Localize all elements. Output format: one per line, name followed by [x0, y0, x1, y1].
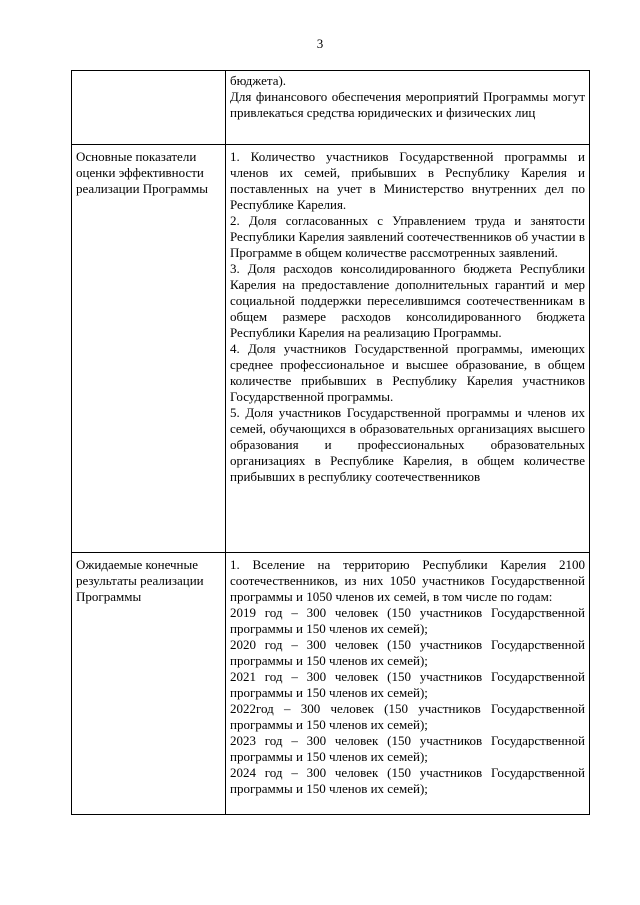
paragraph: 5. Доля участников Государственной программы и членов их семей, обучающихся в образовательных организациях высшего образования и профессиональных образовательных организациях в Республике Карелия, в общем количестве прибывших в республику соотечественников	[230, 405, 585, 484]
paragraph: 2. Доля согласованных с Управлением труда и занятости Республики Карелия заявлений соотечественников об участии в Программе в общем количестве рассмотренных заявлений.	[230, 213, 585, 260]
row-label: Основные показатели оценки эффективности реализации Программы	[72, 145, 226, 553]
paragraph: 4. Доля участников Государственной программы, имеющих среднее профессиональное и высшее образование, в общем количестве прибывших в Республику Карелия участников Государственной программы.	[230, 341, 585, 404]
row-content	[226, 145, 590, 553]
row-content	[226, 71, 590, 145]
page-number: 3	[316, 36, 324, 51]
table-row	[72, 145, 590, 553]
paragraph: Для финансового обеспечения мероприятий Программы могут привлекаться средства юридических и физических лиц	[230, 89, 585, 120]
row-label: Ожидаемые конечные результаты реализации Программы	[72, 553, 226, 815]
table-row	[72, 71, 590, 145]
paragraph: 2021 год – 300 человек (150 участников Государственной программы и 150 членов их семей);	[230, 669, 585, 700]
paragraph: 2022год – 300 человек (150 участников Государственной программы и 150 членов их семей);	[230, 701, 585, 732]
table-row	[72, 553, 590, 815]
paragraph: 1. Количество участников Государственной программы и членов их семей, прибывших в Республику Карелия и поставленных на учет в Министерство внутренних дел по Республике Карелия.	[230, 149, 585, 212]
paragraph: 1. Вселение на территорию Республики Карелия 2100 соотечественников, из них 1050 участников Государственной программы и 1050 членов их семей, в том числе по годам:	[230, 557, 585, 604]
paragraph: 2020 год – 300 человек (150 участников Государственной программы и 150 членов их семей);	[230, 637, 585, 668]
paragraph: 2024 год – 300 человек (150 участников Государственной программы и 150 членов их семей);	[230, 765, 585, 796]
program-passport-table	[71, 70, 590, 815]
row-label	[72, 71, 226, 145]
paragraph: 3. Доля расходов консолидированного бюджета Республики Карелия на предоставление дополнительных гарантий и мер социальной поддержки переселившимся соотечественникам в общем размере расходов консолидированного бюджета Республики Карелия на реализацию Программы.	[230, 261, 585, 340]
paragraph: 2023 год – 300 человек (150 участников Государственной программы и 150 членов их семей);	[230, 733, 585, 764]
paragraph: 2019 год – 300 человек (150 участников Государственной программы и 150 членов их семей);	[230, 605, 585, 636]
paragraph: бюджета).	[230, 73, 287, 88]
row-content	[226, 553, 590, 815]
